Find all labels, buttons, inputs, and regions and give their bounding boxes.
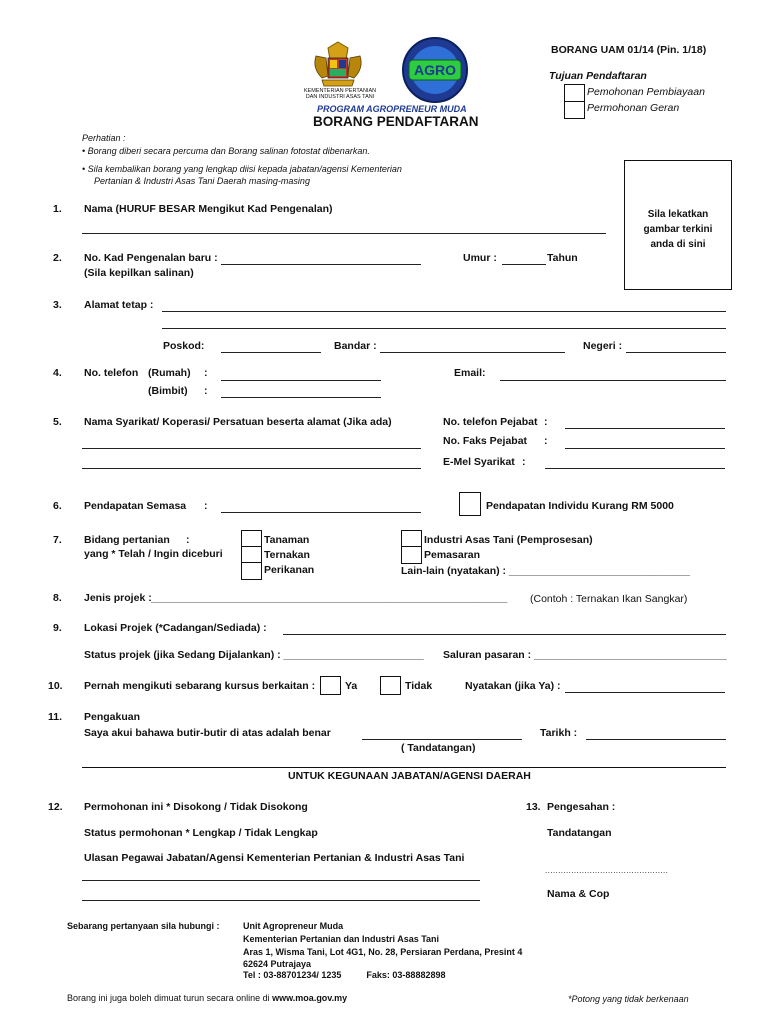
- age-label: Umur :: [463, 252, 497, 264]
- address-field-line-2[interactable]: [162, 328, 726, 329]
- sector-marketing-label: Pemasaran: [424, 549, 481, 561]
- strike-note: *Potong yang tidak berkenaan: [568, 994, 689, 1004]
- low-income-label: Pendapatan Individu Kurang RM 5000: [486, 500, 674, 512]
- contact-line-1: Unit Agropreneur Muda: [243, 921, 344, 931]
- form-title: BORANG PENDAFTARAN: [313, 114, 479, 129]
- sector-label-1: Bidang pertanian: [84, 534, 170, 546]
- sector-other-field[interactable]: Lain-lain (nyatakan) : _______________________________: [401, 565, 690, 577]
- phone-home-label: (Rumah): [148, 367, 191, 379]
- office-section-heading: UNTUK KEGUNAAN JABATAN/AGENSI DAERAH: [288, 770, 531, 782]
- project-type-example: (Contoh : Ternakan Ikan Sangkar): [530, 593, 688, 605]
- verification-label: Pengesahan :: [547, 801, 616, 813]
- declaration-text: Saya akui bahawa butir-butir di atas adalah benar: [84, 727, 331, 739]
- contact-line-5: Tel : 03-88701234/ 1235 Faks: 03-88882898: [243, 970, 446, 980]
- remarks-field-line-2[interactable]: [82, 900, 480, 901]
- income-label: Pendapatan Semasa: [84, 500, 187, 512]
- sector-crops-label: Tanaman: [264, 534, 310, 546]
- date-field[interactable]: [586, 739, 726, 740]
- age-unit: Tahun: [547, 252, 578, 264]
- company-field-line-1[interactable]: [82, 448, 421, 449]
- income-field[interactable]: [221, 512, 421, 513]
- market-channel-field[interactable]: Saluran pasaran : _________________________________: [443, 649, 727, 661]
- name-stamp-label: Nama & Cop: [547, 888, 610, 900]
- sector-fisheries-label: Perikanan: [264, 564, 315, 576]
- contact-line-2: Kementerian Pertanian dan Industri Asas Tani: [243, 934, 440, 944]
- income-colon: :: [204, 500, 208, 512]
- question-number-6: 6.: [53, 500, 62, 512]
- notice-bullet-2a: • Sila kembalikan borang yang lengkap diisi kepada jabatan/agensi Kementerian: [82, 164, 402, 174]
- photo-box-line-2: gambar terkini: [643, 224, 713, 235]
- sector-fisheries-checkbox[interactable]: [241, 562, 262, 580]
- phone-mobile-colon: :: [204, 385, 208, 397]
- email-label: Email:: [454, 367, 486, 379]
- support-status-label: Permohonan ini * Disokong / Tidak Disokong: [84, 801, 308, 813]
- sector-livestock-label: Ternakan: [264, 549, 310, 561]
- office-section-divider: [82, 767, 726, 768]
- course-no-label: Tidak: [405, 680, 433, 692]
- question-number-2: 2.: [53, 252, 62, 264]
- town-label: Bandar :: [334, 340, 377, 352]
- signature-label: ( Tandatangan): [401, 742, 476, 754]
- declaration-title: Pengakuan: [84, 711, 141, 723]
- contact-line-3: Aras 1, Wisma Tani, Lot 4G1, No. 28, Persiaran Perdana, Presint 4: [243, 947, 523, 957]
- project-location-label: Lokasi Projek (*Cadangan/Sediada) :: [84, 622, 267, 634]
- question-number-9: 9.: [53, 622, 62, 634]
- sector-colon: :: [186, 534, 190, 546]
- agro-logo: [393, 36, 477, 104]
- purpose-grant-checkbox[interactable]: [564, 101, 585, 119]
- course-no-checkbox[interactable]: [380, 676, 401, 695]
- online-download-note: [67, 993, 347, 1003]
- office-fax-colon: :: [544, 435, 548, 447]
- phone-home-colon: :: [204, 367, 208, 379]
- office-fax-field[interactable]: [565, 448, 725, 449]
- question-number-4: 4.: [53, 367, 62, 379]
- ic-label: No. Kad Pengenalan baru :: [84, 252, 218, 264]
- question-number-7: 7.: [53, 534, 62, 546]
- contact-line-4: 62624 Putrajaya: [243, 959, 312, 969]
- question-number-8: 8.: [53, 592, 62, 604]
- sector-marketing-checkbox[interactable]: [401, 546, 422, 564]
- notice-bullet-1: • Borang diberi secara percuma dan Borang salinan fotostat dibenarkan.: [82, 146, 370, 156]
- office-fax-label: No. Faks Pejabat: [443, 435, 528, 447]
- office-signature-label: Tandatangan: [547, 827, 612, 839]
- photo-box-line-1: Sila lekatkan: [647, 209, 709, 220]
- company-field-line-2[interactable]: [82, 468, 421, 469]
- purpose-grant-label: Permohonan Geran: [587, 102, 680, 114]
- state-label: Negeri :: [583, 340, 623, 352]
- officer-remarks-label: Ulasan Pegawai Jabatan/Agensi Kementerian Pertanian & Industri Asas Tani: [84, 852, 465, 864]
- project-location-field[interactable]: [283, 634, 726, 635]
- question-number-12: 12.: [48, 801, 63, 813]
- date-label: Tarikh :: [540, 727, 578, 739]
- company-email-colon: :: [522, 456, 526, 468]
- form-code: BORANG UAM 01/14 (Pin. 1/18): [551, 44, 707, 56]
- purpose-financing-checkbox[interactable]: [564, 84, 585, 102]
- phone-mobile-field[interactable]: [221, 397, 381, 398]
- ministry-crest-logo: [306, 38, 370, 88]
- address-field-line-1[interactable]: [162, 311, 726, 312]
- notice-title: Perhatian :: [82, 133, 126, 143]
- purpose-title: Tujuan Pendaftaran: [549, 70, 647, 82]
- address-label: Alamat tetap :: [84, 299, 154, 311]
- course-label: Pernah mengikuti sebarang kursus berkaitan :: [84, 680, 316, 692]
- postcode-field[interactable]: [221, 352, 321, 353]
- email-field[interactable]: [500, 380, 726, 381]
- company-email-field[interactable]: [545, 468, 725, 469]
- project-type-label: Jenis projek :: [84, 592, 152, 604]
- ic-field[interactable]: [221, 264, 421, 265]
- sector-processing-label: Industri Asas Tani (Pemprosesan): [424, 534, 593, 546]
- postcode-label: Poskod:: [163, 340, 205, 352]
- question-number-1: 1.: [53, 203, 62, 215]
- photo-box-line-3: anda di sini: [650, 239, 706, 250]
- phone-home-field[interactable]: [221, 380, 381, 381]
- contact-label: Sebarang pertanyaan sila hubungi :: [67, 921, 220, 931]
- remarks-field-line-1[interactable]: [82, 880, 480, 881]
- company-label: Nama Syarikat/ Koperasi/ Persatuan beserta alamat (Jika ada): [84, 416, 392, 428]
- online-url-link[interactable]: www.moa.gov.my: [272, 993, 348, 1003]
- office-phone-colon: :: [544, 416, 548, 428]
- question-number-3: 3.: [53, 299, 62, 311]
- course-yes-label: Ya: [345, 680, 358, 692]
- sector-label-2: yang * Telah / Ingin diceburi: [84, 548, 223, 560]
- program-name: PROGRAM AGROPRENEUR MUDA: [317, 104, 467, 114]
- question-number-5: 5.: [53, 416, 62, 428]
- name-field[interactable]: [82, 233, 606, 234]
- project-status-field[interactable]: Status projek (jika Sedang Dijalankan) : ________________________: [84, 649, 424, 661]
- agro-logo-text: AGRO: [414, 62, 456, 78]
- course-yes-checkbox[interactable]: [320, 676, 341, 695]
- name-label: Nama (HURUF BESAR Mengikut Kad Pengenalan): [84, 203, 333, 215]
- application-status-label: Status permohonan * Lengkap / Tidak Lengkap: [84, 827, 318, 839]
- notice-bullet-2b: Pertanian & Industri Asas Tani Daerah masing-masing: [94, 176, 310, 186]
- ministry-caption-line-2: DAN INDUSTRI ASAS TANI: [305, 94, 375, 100]
- ministry-caption-line-1: KEMENTERIAN PERTANIAN: [303, 88, 377, 94]
- low-income-checkbox[interactable]: [459, 492, 481, 516]
- ic-note: (Sila kepilkan salinan): [84, 267, 194, 279]
- online-prefix: Borang ini juga boleh dimuat turun secara online di: [67, 993, 273, 1003]
- company-email-label: E-Mel Syarikat: [443, 456, 515, 468]
- course-specify-label: Nyatakan (jika Ya) :: [465, 680, 561, 692]
- phone-label: No. telefon: [84, 367, 139, 379]
- question-number-13: 13.: [526, 801, 541, 813]
- course-specify-field[interactable]: [565, 692, 725, 693]
- office-phone-field[interactable]: [565, 428, 725, 429]
- purpose-financing-label: Pemohonan Pembiayaan: [587, 86, 705, 98]
- phone-mobile-label: (Bimbit): [148, 385, 188, 397]
- state-field[interactable]: [626, 352, 726, 353]
- signature-field[interactable]: [362, 739, 522, 740]
- question-number-10: 10.: [48, 680, 63, 692]
- ministry-caption: [300, 88, 380, 100]
- age-field[interactable]: [502, 264, 546, 265]
- town-field[interactable]: [380, 352, 565, 353]
- project-type-field[interactable]: _____________________________________________________________: [151, 592, 508, 604]
- office-phone-label: No. telefon Pejabat: [443, 416, 538, 428]
- question-number-11: 11.: [48, 711, 63, 723]
- photo-box: [624, 160, 732, 290]
- office-signature-dots[interactable]: ...............................................: [545, 866, 669, 875]
